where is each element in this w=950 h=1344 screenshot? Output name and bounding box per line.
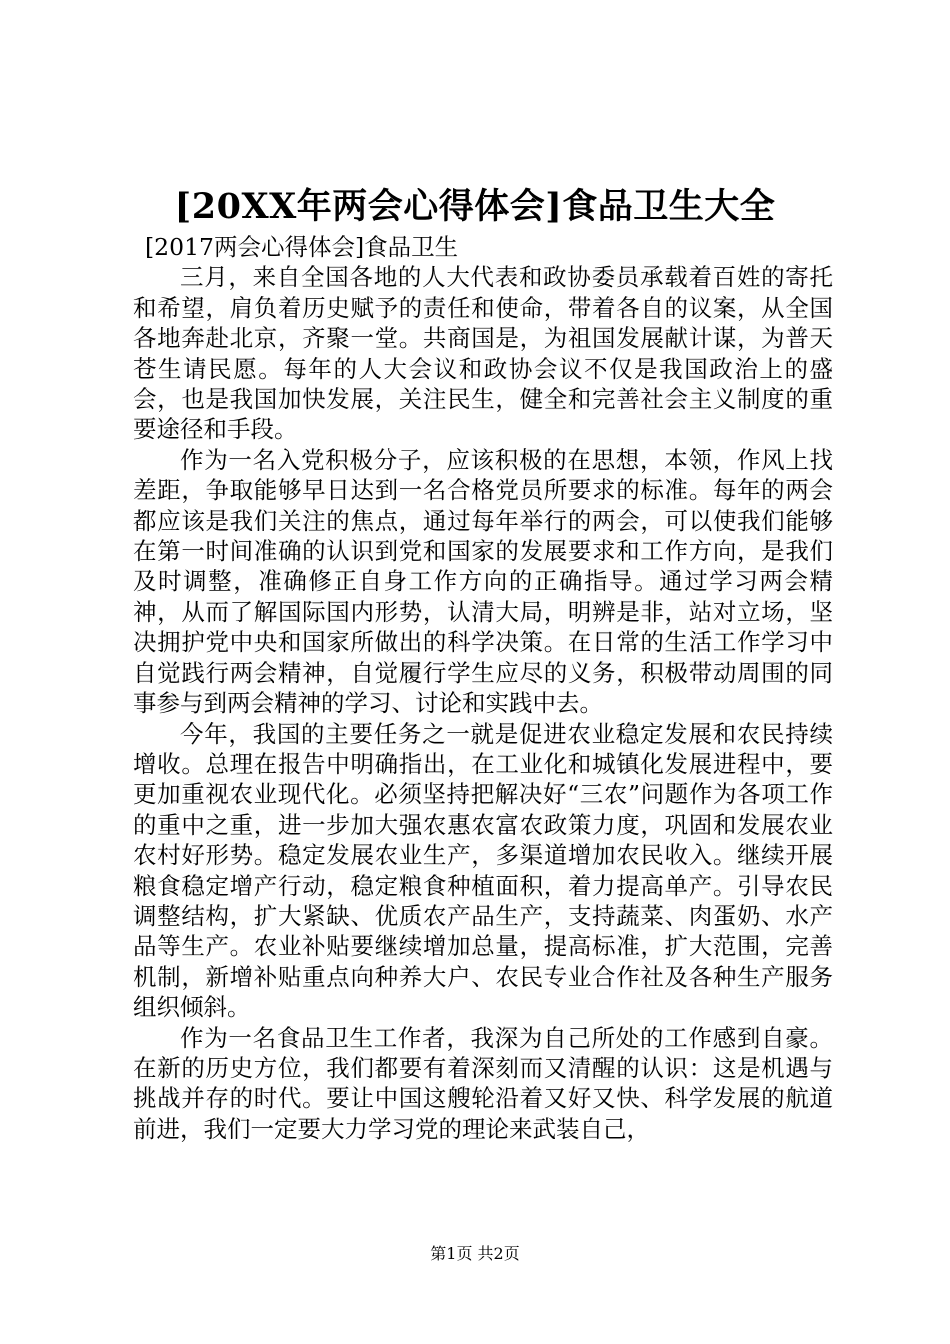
paragraph-1: 三月，来自全国各地的人大代表和政协委员承载着百姓的寄托和希望，肩负着历史赋予的责任和使命，带着各自的议案，从全国各地奔赴北京，齐聚一堂。共商国是，为祖国发展献计谋，为普天苍生请民愿。每年的人大会议和政协会议不仅是我国政治上的盛会，也是我国加快发展，关注民生，健全和完善社会主义制度的重要途径和手段。	[133, 263, 833, 444]
document-body	[133, 232, 833, 1144]
document-title: [20XX年两会心得体会]食品卫生大全	[174, 186, 776, 227]
page-number-footer: 第1页 共2页	[430, 1244, 520, 1263]
paragraph-3: 今年，我国的主要任务之一就是促进农业稳定发展和农民持续增收。总理在报告中明确指出，在工业化和城镇化发展进程中，要更加重视农业现代化。必须坚持把解决好“三农”问题作为各项工作的重中之重，进一步加大强农惠农富农政策力度，巩固和发展农业农村好形势。稳定发展农业生产，多渠道增加农民收入。继续开展粮食稳定增产行动，稳定粮食种植面积，着力提高单产。引导农民调整结构，扩大紧缺、优质农产品生产，支持蔬菜、肉蛋奶、水产品等生产。农业补贴要继续增加总量，提高标准，扩大范围，完善机制，新增补贴重点向种养大户、农民专业合作社及各种生产服务组织倾斜。	[133, 719, 833, 1022]
paragraph-4: 作为一名食品卫生工作者，我深为自己所处的工作感到自豪。在新的历史方位，我们都要有着深刻而又清醒的认识：这是机遇与挑战并存的时代。要让中国这艘轮沿着又好又快、科学发展的航道前进，我们一定要大力学习党的理论来武装自己，	[133, 1023, 833, 1143]
paragraph-2: 作为一名入党积极分子，应该积极的在思想，本领，作风上找差距，争取能够早日达到一名合格党员所要求的标准。每年的两会都应该是我们关注的焦点，通过每年举行的两会，可以使我们能够在第一时间准确的认识到党和国家的发展要求和工作方向，是我们及时调整，准确修正自身工作方向的正确指导。通过学习两会精神，从而了解国际国内形势，认清大局，明辨是非，站对立场，坚决拥护党中央和国家所做出的科学决策。在日常的生活工作学习中自觉践行两会精神，自觉履行学生应尽的义务，积极带动周围的同事参与到两会精神的学习、讨论和实践中去。	[133, 445, 833, 718]
document-subtitle: [2017两会心得体会]食品卫生	[145, 233, 459, 261]
